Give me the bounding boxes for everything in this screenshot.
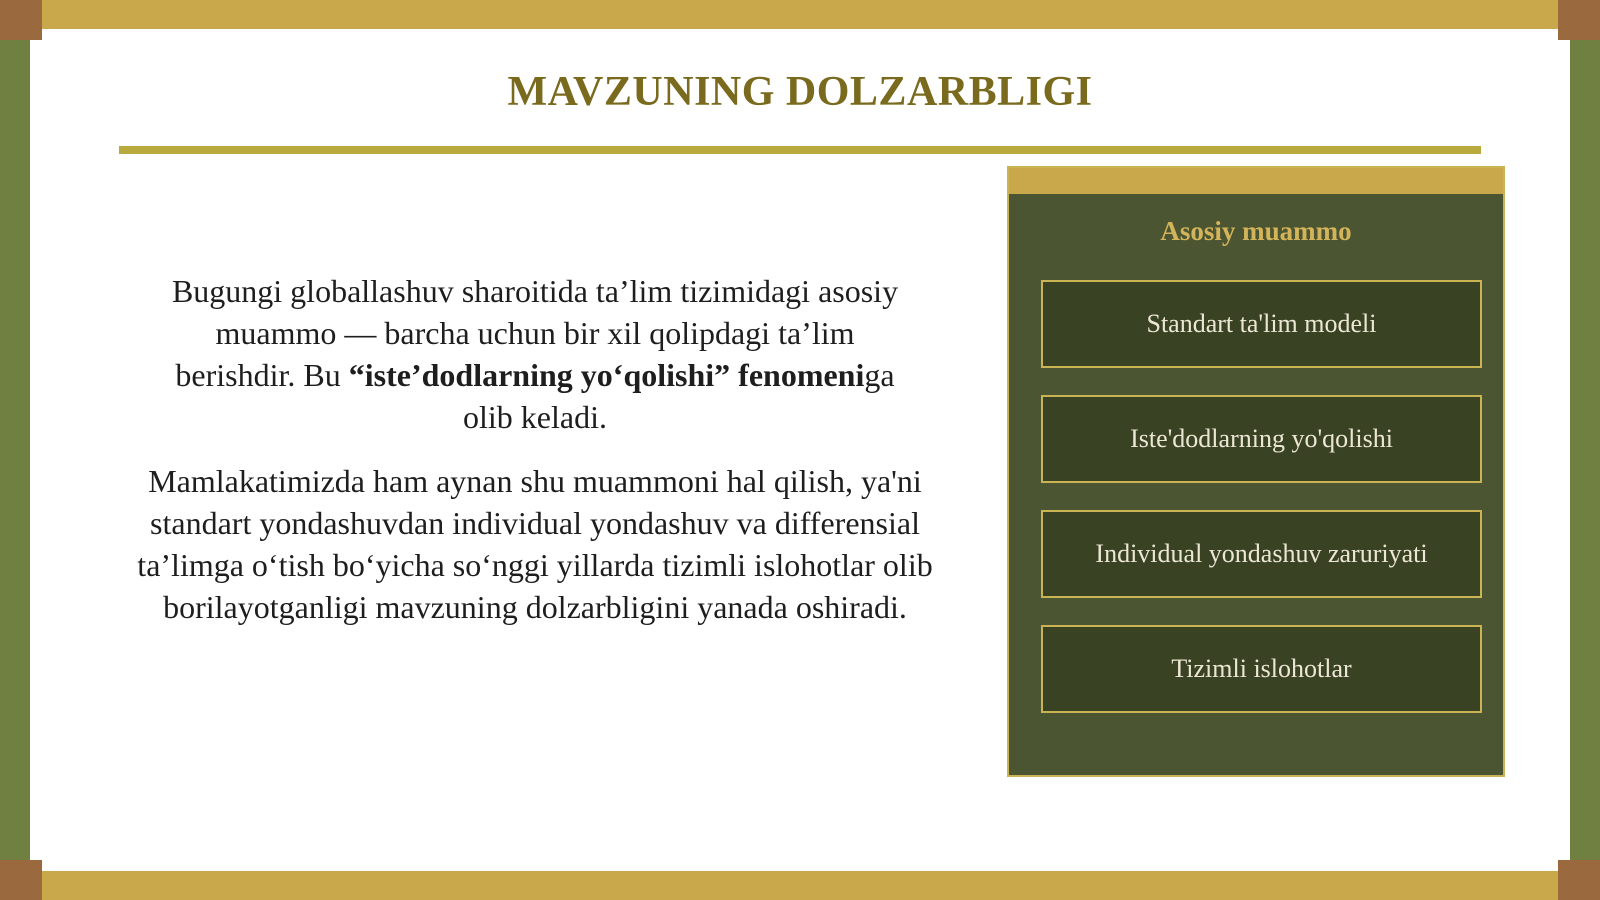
frame-corner-bottom-right [1558,860,1600,900]
frame-bottom-border [0,871,1600,900]
panel-title: Asosiy muammo [1160,216,1352,246]
slide-title: MAVZUNING DOLZARBLIGI [507,69,1093,115]
frame-corner-top-left [0,0,42,40]
problem-item-talent-loss[interactable]: Iste'dodlarning yo'qolishi [1041,395,1482,483]
frame-top-border [0,0,1600,29]
paragraph-reforms: Mamlakatimizda ham aynan shu muammoni hal qilish, ya'ni standart yondashuvdan individual yondashuv va differensial ta’limga o‘tish bo‘yicha so‘nggi yillarda tizimli islohotlar olib borilayotganligi mavzuning dolzarbligini yanada oshiradi. [137,463,933,625]
paragraph-intro [130,270,940,438]
panel-header-bar [1009,168,1503,194]
body-text [130,270,940,650]
paragraph-intro-text: Bugungi globallashuv sharoitida ta’lim tizimidagi asosiy muammo — barcha uchun bir xil qolipdagi ta’lim berishdir. Bu [171,273,899,393]
problem-item-systemic-reforms[interactable]: Tizimli islohotlar [1041,625,1482,713]
frame-right-border [1570,0,1600,900]
frame-corner-bottom-left [0,860,42,900]
problem-item-individual-approach[interactable]: Individual yondashuv zaruriyati [1041,510,1482,598]
title-divider [119,146,1481,154]
problem-item-standard-model[interactable]: Standart ta'lim modeli [1041,280,1482,368]
frame-corner-top-right [1558,0,1600,40]
paragraph-intro-bold: “iste’dodlarning yo‘qolishi” fenomeni [348,357,865,393]
frame-left-border [0,0,30,900]
paragraph-intro-end: ga olib keladi. [463,357,895,435]
main-problem-panel [1007,166,1505,777]
